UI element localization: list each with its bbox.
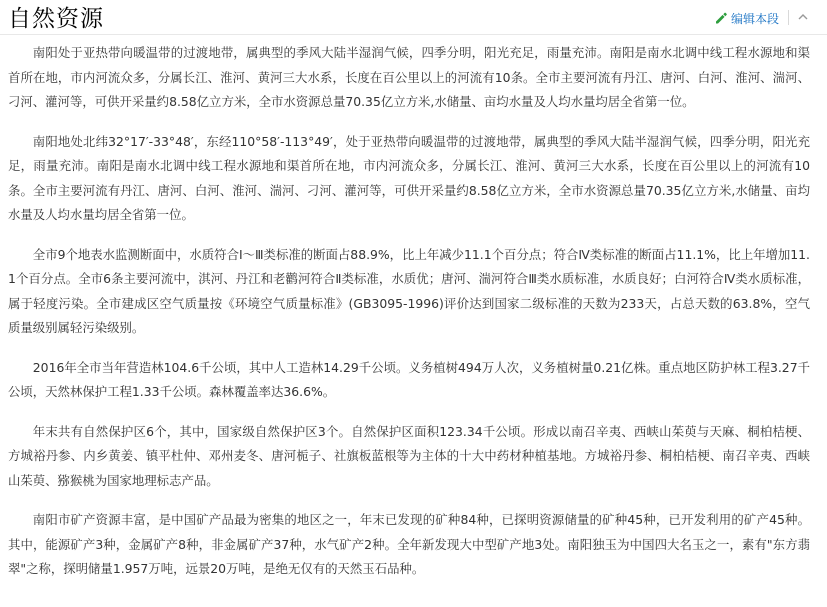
edit-section-link[interactable] — [714, 9, 779, 27]
section-content — [8, 41, 810, 597]
header-rule — [0, 34, 827, 35]
section-header — [0, 0, 827, 40]
edit-section-label: 编辑本段 — [731, 11, 780, 26]
paragraph-geography: 南阳地处北纬32°17′-33°48′，东经110°58′-113°49′，处于亚热带向暖温带的过渡地带，属典型的季风大陆半湿润气候，四季分明，阳光充足，雨量充沛。南阳是南水北调中线工程水源地和渠首所在地，市内河流众多，分属长江、淮河、黄河三大水系，长度在百公里以上的河流有10条。全市主要河流有丹江、唐河、白河、淮河、湍河、刁河、灌河等，可供开采量约8.58亿立方米，全市水资源总量70.35亿立方米,水储量、亩均水量及人均水量均居全省第一位。 — [8, 133, 810, 222]
collapse-button[interactable] — [794, 8, 812, 26]
pencil-icon — [714, 11, 728, 25]
chevron-up-icon — [797, 11, 809, 23]
section-title: 自然资源 — [8, 6, 104, 32]
paragraph-environment-quality: 全市9个地表水监测断面中，水质符合Ⅰ～Ⅲ类标准的断面占88.9%，比上年减少11.1个百分点；符合Ⅳ类标准的断面占11.1%，比上年增加11.1个百分点。全市6条主要河流中，淇河、丹江和老鹳河符合Ⅱ类标准，水质优；唐河、湍河符合Ⅲ类水质标准，水质良好；白河符合Ⅳ类水质标准，属于轻度污染。全市建成区空气质量按《环境空气质量标准》(GB3095-1996)评价达到国家二级标准的天数为233天，占总天数的63.8%，空气质量级别属轻污染级别。 — [8, 246, 810, 335]
paragraph-nature-reserves: 年末共有自然保护区6个，其中，国家级自然保护区3个。自然保护区面积123.34千公顷。形成以南召辛夷、西峡山茱萸与天麻、桐柏桔梗、方城裕丹参、内乡黄姜、镇平杜仲、邓州麦冬、唐河栀子、社旗板蓝根等为主体的十大中药材种植基地。方城裕丹参、桐柏桔梗、南召辛夷、西峡山茱萸、猕猴桃为国家地理标志产品。 — [8, 423, 810, 488]
paragraph-climate-water: 南阳处于亚热带向暖温带的过渡地带，属典型的季风大陆半湿润气候，四季分明，阳光充足，雨量充沛。南阳是南水北调中线工程水源地和渠首所在地，市内河流众多，分属长江、淮河、黄河三大水系，长度在百公里以上的河流有10条。全市主要河流有丹江、唐河、白河、淮河、湍河、刁河、灌河等，可供开采量约8.58亿立方米，全市水资源总量70.35亿立方米,水储量、亩均水量及人均水量均居全省第一位。 — [8, 45, 810, 109]
paragraph-forestry: 2016年全市当年营造林104.6千公顷，其中人工造林14.29千公顷。义务植树494万人次，义务植树量0.21亿株。重点地区防护林工程3.27千公顷，天然林保护工程1.33千公顷。森林覆盖率达36.6%。 — [8, 359, 810, 399]
header-divider — [788, 10, 789, 25]
paragraph-minerals: 南阳市矿产资源丰富，是中国矿产品最为密集的地区之一，年末已发现的矿种84种，已探明资源储量的矿种45种，已开发利用的矿产45种。其中，能源矿产3种，金属矿产8种，非金属矿产37种，水气矿产2种。全年新发现大中型矿产地3处。南阳独玉为中国四大名玉之一，素有"东方翡翠"之称，探明储量1.957万吨，远景20万吨，是绝无仅有的天然玉石品种。 — [8, 512, 810, 576]
